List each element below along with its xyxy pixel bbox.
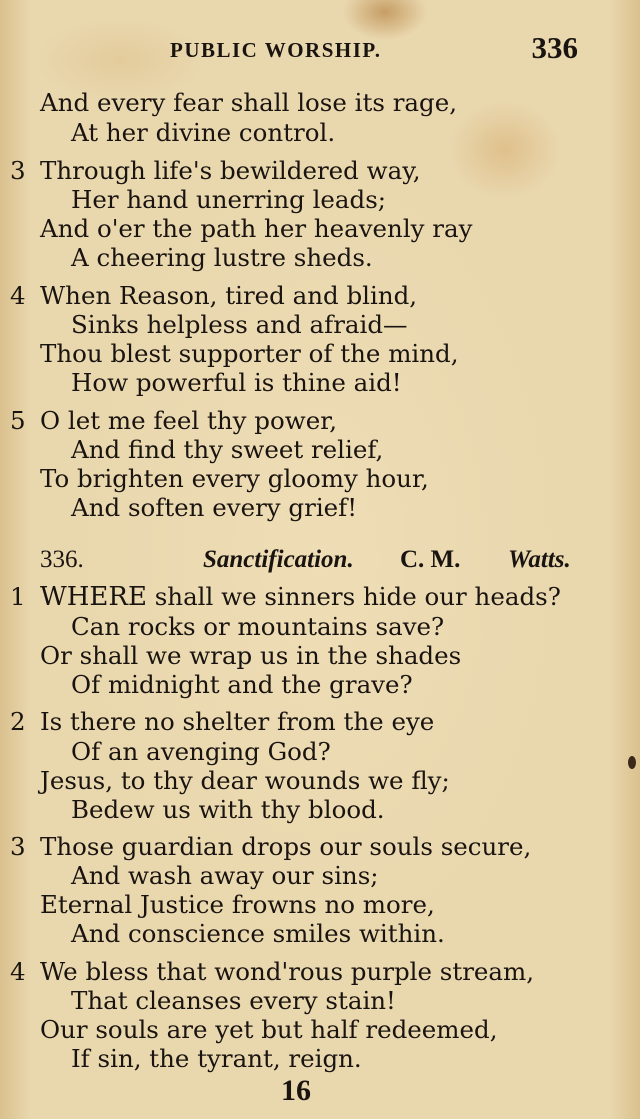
verse-line: Or shall we wrap us in the shades: [40, 641, 462, 670]
verse-line: Is there no shelter from the eye: [40, 707, 435, 736]
verse-line: And wash away our sins;: [71, 861, 379, 890]
verse-line: To brighten every gloomy hour,: [40, 464, 429, 493]
verse-line: Our souls are yet but half redeemed,: [40, 1015, 498, 1044]
verse-line: Of an avenging God?: [71, 737, 331, 766]
verse-line: And every fear shall lose its rage,: [40, 88, 457, 117]
stanza-number: 3: [10, 156, 26, 185]
verse-line: And find thy sweet relief,: [71, 435, 384, 464]
verse-line: If sin, the tyrant, reign.: [71, 1044, 362, 1073]
verse-line: O let me feel thy power,: [40, 406, 338, 435]
verse-line: Eternal Justice frowns no more,: [40, 890, 435, 919]
hymn-heading: [0, 546, 640, 578]
stanza-number: 5: [10, 406, 26, 435]
hymn-meter: C. M.: [400, 546, 461, 573]
verse-line: And o'er the path her heavenly ray: [40, 214, 473, 243]
verse-line: Those guardian drops our souls secure,: [40, 832, 532, 861]
ink-spot: [628, 756, 636, 769]
first-line-rest: shall we sinners hide our heads?: [146, 582, 561, 611]
hymn-title: Sanctification.: [203, 546, 354, 573]
stanza-number: 4: [10, 957, 26, 986]
verse-line: Of midnight and the grave?: [71, 670, 413, 699]
verse-line: When Reason, tired and blind,: [40, 281, 418, 310]
stanza-number: 4: [10, 281, 26, 310]
verse-line: Sinks helpless and afraid—: [71, 310, 408, 339]
verse-line: Can rocks or mountains save?: [71, 612, 445, 641]
signature-mark: 16: [281, 1074, 311, 1107]
verse-line: We bless that wond'rous purple stream,: [40, 957, 535, 986]
verse-line: And soften every grief!: [71, 493, 358, 522]
stanza-number: 3: [10, 832, 26, 861]
verse-line: At her divine control.: [71, 118, 336, 147]
verse-line: How powerful is thine aid!: [71, 368, 402, 397]
hymn-number: 336.: [40, 546, 84, 573]
verse-line: Through life's bewildered way,: [40, 156, 421, 185]
running-head: PUBLIC WORSHIP.: [170, 38, 382, 62]
opening-word: WHERE: [40, 582, 147, 612]
verse-line: And conscience smiles within.: [71, 919, 445, 948]
verse-line: That cleanses every stain!: [71, 986, 396, 1015]
verse-line-first: [40, 582, 561, 612]
verse-line: Bedew us with thy blood.: [71, 795, 385, 824]
stanza-number: 1: [10, 582, 26, 611]
page-header: [0, 28, 640, 68]
verse-line: A cheering lustre sheds.: [71, 243, 373, 272]
verse-line: Jesus, to thy dear wounds we fly;: [40, 766, 450, 795]
verse-line: Her hand unerring leads;: [71, 185, 387, 214]
verse-line: Thou blest supporter of the mind,: [40, 339, 459, 368]
page-number: 336: [531, 30, 578, 65]
hymn-author: Watts.: [508, 546, 571, 573]
stanza-number: 2: [10, 707, 26, 736]
